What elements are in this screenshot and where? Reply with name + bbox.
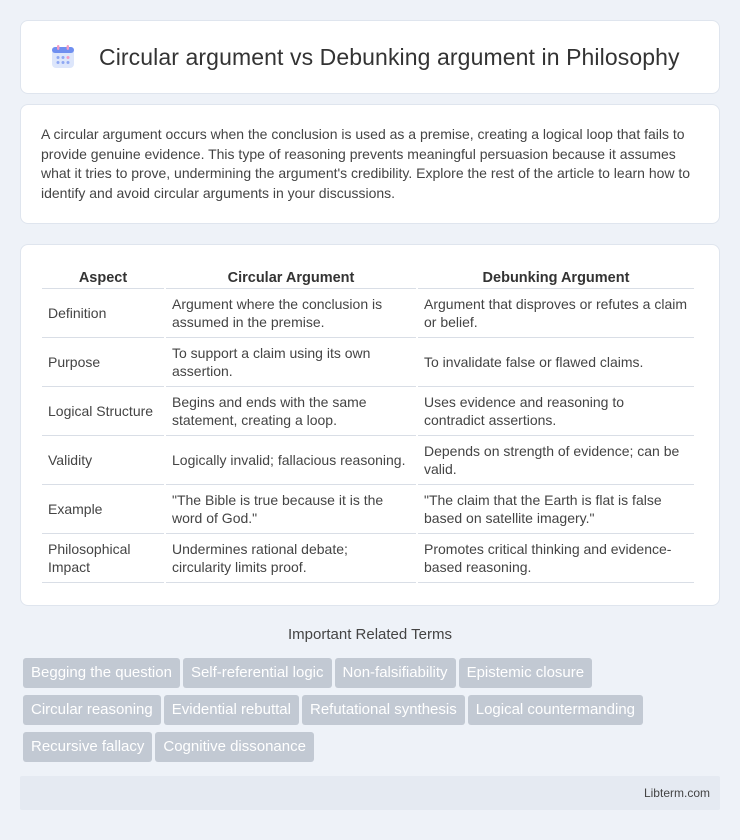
cell-circular: "The Bible is true because it is the word of God." bbox=[166, 485, 416, 534]
cell-debunking: "The claim that the Earth is flat is false based on satellite imagery." bbox=[418, 485, 694, 534]
column-header-circular: Circular Argument bbox=[166, 263, 416, 289]
table-row bbox=[42, 387, 694, 436]
table-row bbox=[42, 485, 694, 534]
cell-circular: Argument where the conclusion is assumed in the premise. bbox=[166, 289, 416, 338]
related-terms-list bbox=[23, 658, 723, 769]
term-tag[interactable]: Evidential rebuttal bbox=[164, 695, 299, 725]
term-tag[interactable]: Self-referential logic bbox=[183, 658, 332, 688]
term-tag[interactable]: Epistemic closure bbox=[459, 658, 593, 688]
table-row bbox=[42, 534, 694, 583]
cell-debunking: To invalidate false or flawed claims. bbox=[418, 338, 694, 387]
table-row bbox=[42, 289, 694, 338]
table-row bbox=[42, 338, 694, 387]
term-tag[interactable]: Circular reasoning bbox=[23, 695, 161, 725]
table-header-row bbox=[42, 263, 694, 289]
term-tag[interactable]: Refutational synthesis bbox=[302, 695, 465, 725]
cell-aspect: Philosophical Impact bbox=[42, 534, 164, 583]
term-tag[interactable]: Non-falsifiability bbox=[335, 658, 456, 688]
footer-site-link[interactable]: Libterm.com bbox=[643, 786, 710, 800]
cell-debunking: Uses evidence and reasoning to contradict assertions. bbox=[418, 387, 694, 436]
comparison-table-card bbox=[20, 244, 720, 606]
cell-circular: Begins and ends with the same statement, creating a loop. bbox=[166, 387, 416, 436]
intro-text: A circular argument occurs when the conclusion is used as a premise, creating a logical loop that fails to provide genuine evidence. This type of reasoning prevents meaningful persuasion because it assumes what it tries to prove, undermining the argument's credibility. Explore the rest of the article to learn how to identify and avoid circular arguments in your discussions. bbox=[41, 126, 691, 201]
page-title: Circular argument vs Debunking argument in Philosophy bbox=[99, 43, 680, 70]
term-tag[interactable]: Cognitive dissonance bbox=[155, 732, 314, 762]
page-header bbox=[20, 20, 720, 94]
cell-debunking: Depends on strength of evidence; can be valid. bbox=[418, 436, 694, 485]
term-tag[interactable]: Recursive fallacy bbox=[23, 732, 152, 762]
cell-aspect: Logical Structure bbox=[42, 387, 164, 436]
cell-aspect: Example bbox=[42, 485, 164, 534]
term-tag[interactable]: Logical countermanding bbox=[468, 695, 643, 725]
cell-aspect: Validity bbox=[42, 436, 164, 485]
table-row bbox=[42, 436, 694, 485]
cell-debunking: Argument that disproves or refutes a claim or belief. bbox=[418, 289, 694, 338]
cell-circular: Undermines rational debate; circularity limits proof. bbox=[166, 534, 416, 583]
column-header-debunking: Debunking Argument bbox=[418, 263, 694, 289]
cell-circular: To support a claim using its own assertion. bbox=[166, 338, 416, 387]
column-header-aspect: Aspect bbox=[42, 263, 164, 289]
calendar-grid-icon bbox=[49, 43, 77, 71]
page-footer bbox=[20, 776, 720, 810]
comparison-table bbox=[40, 263, 696, 583]
cell-aspect: Definition bbox=[42, 289, 164, 338]
term-tag[interactable]: Begging the question bbox=[23, 658, 180, 688]
cell-debunking: Promotes critical thinking and evidence-based reasoning. bbox=[418, 534, 694, 583]
intro-card bbox=[20, 104, 720, 224]
cell-circular: Logically invalid; fallacious reasoning. bbox=[166, 436, 416, 485]
cell-aspect: Purpose bbox=[42, 338, 164, 387]
related-terms-title: Important Related Terms bbox=[288, 626, 452, 643]
